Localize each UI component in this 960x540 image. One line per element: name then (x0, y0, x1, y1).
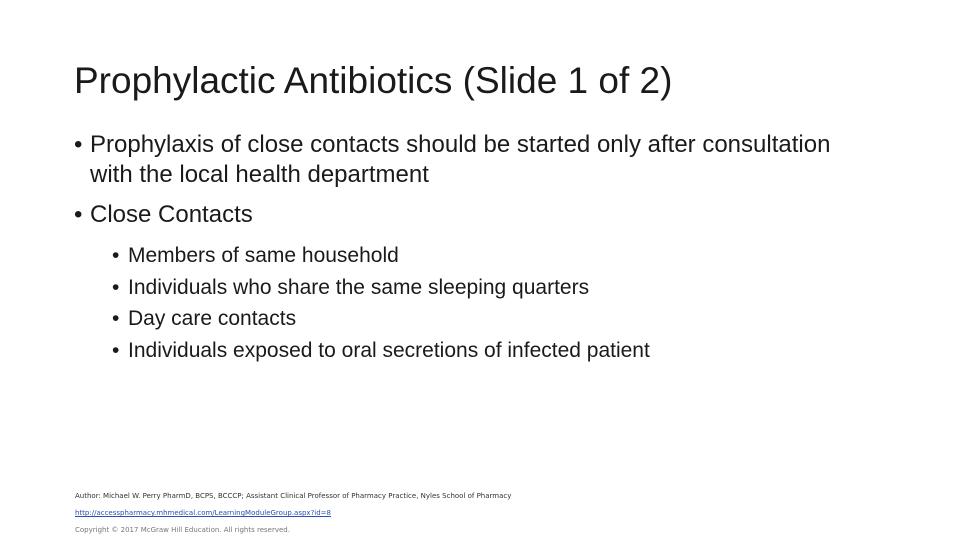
sub-bullet-text: Members of same household (128, 244, 399, 267)
sub-bullet-text: Individuals exposed to oral secretions of infected patient (128, 338, 650, 362)
sub-bullet-text: Individuals who share the same sleeping quarters (128, 275, 590, 299)
source-link[interactable]: http://accesspharmacy.mhmedical.com/LearningModuleGroup.aspx?id=8 (75, 509, 331, 517)
sub-bullet-item (112, 335, 834, 367)
sub-bullet-text: Day care contacts (128, 307, 297, 330)
copyright-notice: Copyright © 2017 McGraw Hill Education. All rights reserved. (75, 526, 290, 534)
sub-bullet-icon: • (112, 307, 120, 330)
sub-bullet-icon: • (112, 244, 120, 267)
bullet-text: Prophylaxis of close contacts should be started only after consultation with the local health department (90, 131, 831, 188)
bullet-item (74, 130, 834, 190)
bullet-icon: • (74, 201, 83, 228)
author-credit: Author: Michael W. Perry PharmD, BCPS, BCCCP; Assistant Clinical Professor of Pharmacy Practice, Nyles School of Pharmacy (75, 492, 512, 500)
sub-bullet-list (112, 240, 834, 366)
sub-bullet-item (112, 303, 834, 335)
sub-bullet-icon: • (112, 338, 120, 362)
sub-bullet-item (112, 240, 834, 272)
bullet-text: Close Contacts (90, 201, 253, 228)
sub-bullet-icon: • (112, 275, 120, 299)
slide-title: Prophylactic Antibiotics (Slide 1 of 2) (74, 60, 673, 101)
slide-body (74, 130, 834, 366)
bullet-item (74, 200, 834, 230)
slide-footer (75, 488, 511, 539)
bullet-icon: • (74, 131, 83, 158)
sub-bullet-item (112, 272, 834, 304)
